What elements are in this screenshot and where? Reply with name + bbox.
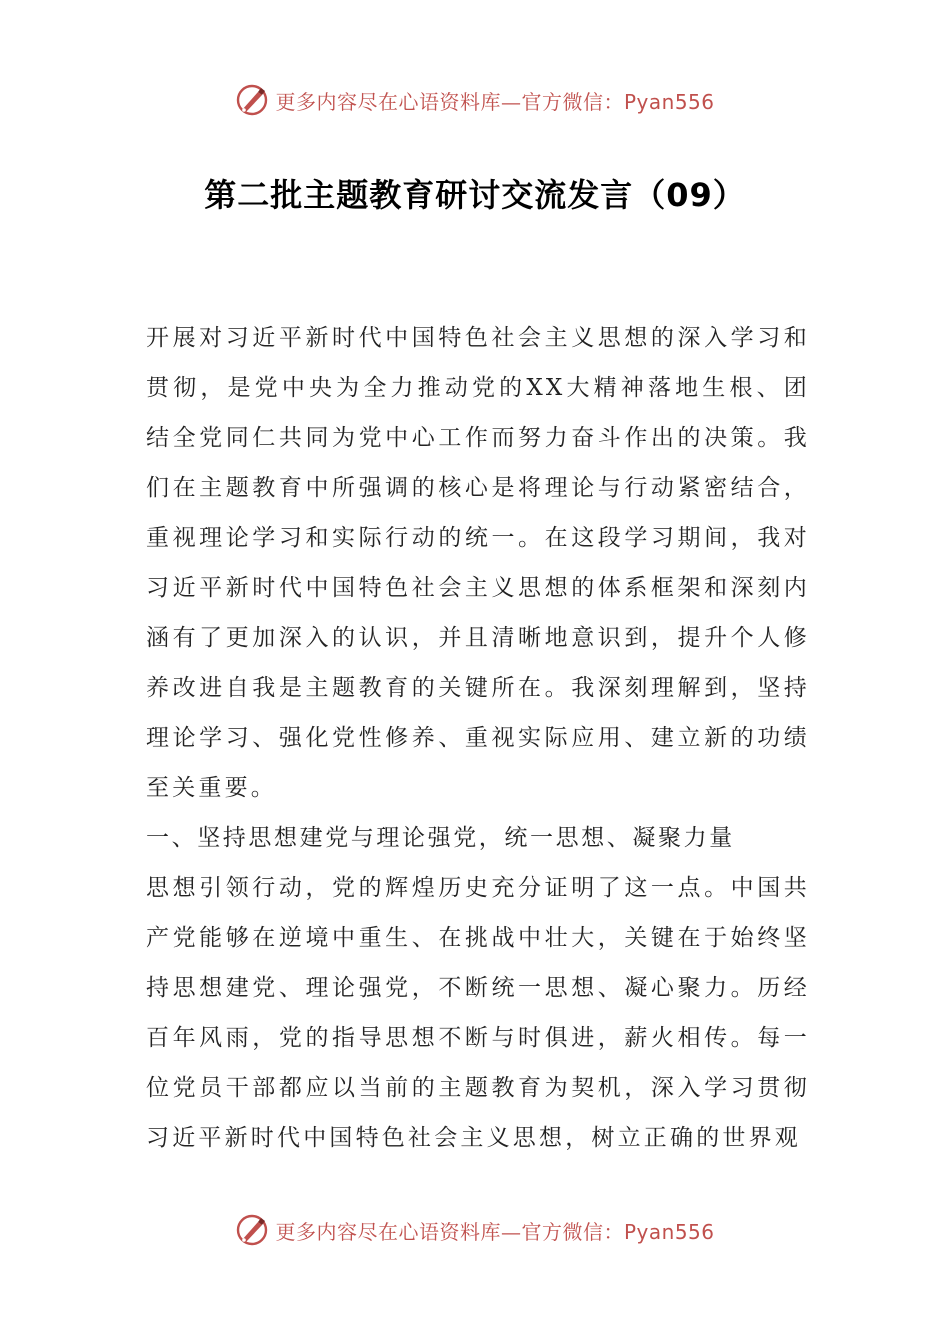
section-heading: 一、坚持思想建党与理论强党，统一思想、凝聚力量 [146,825,735,851]
watermark-wechat-id: Pyan556 [623,1219,715,1244]
document-title: 第二批主题教育研讨交流发言（09） [204,176,746,214]
body-paragraph: 思想引领行动，党的辉煌历史充分证明了这一点。中国共产党能够在逆境中重生、在挑战中壮大，关键在于始终坚持思想建党、理论强党，不断统一思想、凝心聚力。历经百年风雨，党的指导思想不断与时俱进，薪火相传。每一位党员干部都应以当前的主题教育为契机，深入学习贯彻习近平新时代中国特色社会主义思想，树立正确的世界观 [146,875,810,1151]
body-paragraph: 开展对习近平新时代中国特色社会主义思想的深入学习和贯彻，是党中央为全力推动党的XX大精神落地生根、团结全党同仁共同为党中心工作而努力奋斗作出的决策。我们在主题教育中所强调的核心是将理论与行动紧密结合，重视理论学习和实际行动的统一。在这段学习期间，我对习近平新时代中国特色社会主义思想的体系框架和深刻内涵有了更加深入的认识，并且清晰地意识到，提升个人修养改进自我是主题教育的关键所在。我深刻理解到，坚持理论学习、强化党性修养、重视实际应用、建立新的功绩至关重要。 [146,325,810,801]
header-watermark [0,80,950,120]
watermark-wechat-id: Pyan556 [623,89,715,114]
pen-circle-logo-icon [235,1213,269,1247]
header-watermark-inner [235,83,714,117]
watermark-label: 更多内容尽在心语资料库—官方微信： [275,89,624,114]
document-body [146,313,810,1163]
pen-circle-logo-icon [235,83,269,117]
watermark-label: 更多内容尽在心语资料库—官方微信： [275,1219,624,1244]
footer-watermark-inner [235,1213,714,1247]
watermark-text [275,1216,714,1245]
footer-watermark [0,1210,950,1250]
watermark-text [275,86,714,115]
